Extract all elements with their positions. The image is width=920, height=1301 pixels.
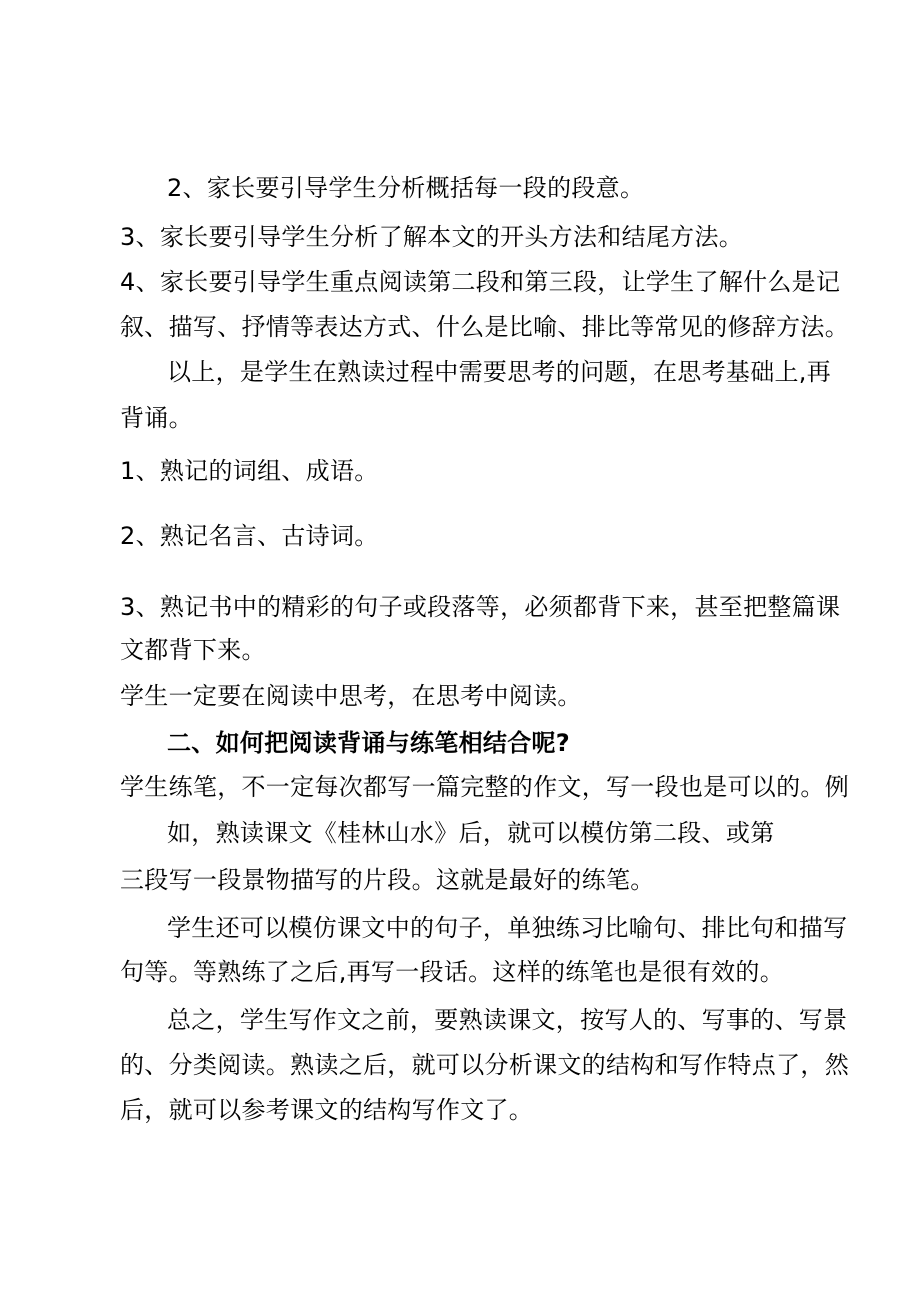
paragraph-line-15: 后，就可以参考课文的结构写作文了。 [120, 1096, 534, 1124]
list-item-1: 1、熟记的词组、成语。 [120, 457, 379, 485]
list-item-3-cont: 文都背下来。 [120, 636, 266, 664]
paragraph-line-12: 句等。等熟练了之后,再写一段话。这样的练笔也是很有效的。 [120, 958, 785, 986]
paragraph-line-7: 学生一定要在阅读中思考，在思考中阅读。 [120, 682, 582, 710]
paragraph-line-8: 学生练笔，不一定每次都写一篇完整的作文，写一段也是可以的。例 [120, 773, 849, 801]
paragraph-line-13: 总之，学生写作文之前，要熟读课文，按写人的、写事的、写景 [167, 1006, 848, 1034]
paragraph-line-4: 叙、描写、抒情等表达方式、什么是比喻、排比等常见的修辞方法。 [120, 313, 849, 341]
paragraph-line-1: 2、家长要引导学生分析概括每一段的段意。 [167, 174, 645, 202]
paragraph-line-3: 4、家长要引导学生重点阅读第二段和第三段，让学生了解什么是记 [120, 268, 841, 296]
list-item-3: 3、熟记书中的精彩的句子或段落等，必须都背下来，甚至把整篇课 [120, 593, 841, 621]
paragraph-line-5: 以上，是学生在熟读过程中需要思考的问题，在思考基础上,再 [167, 358, 832, 386]
paragraph-line-11: 学生还可以模仿课文中的句子，单独练习比喻句、排比句和描写 [167, 914, 848, 942]
list-item-2: 2、熟记名言、古诗词。 [120, 522, 379, 550]
paragraph-line-14: 的、分类阅读。熟读之后，就可以分析课文的结构和写作特点了，然 [120, 1051, 849, 1079]
paragraph-line-6: 背诵。 [120, 404, 193, 432]
paragraph-line-2: 3、家长要引导学生分析了解本文的开头方法和结尾方法。 [120, 223, 744, 251]
section-heading: 二、如何把阅读背诵与练笔相结合呢? [167, 729, 571, 757]
paragraph-line-9: 如，熟读课文《桂林山水》后，就可以模仿第二段、或第 [167, 819, 775, 847]
paragraph-line-10: 三段写一段景物描写的片段。这就是最好的练笔。 [120, 866, 655, 894]
